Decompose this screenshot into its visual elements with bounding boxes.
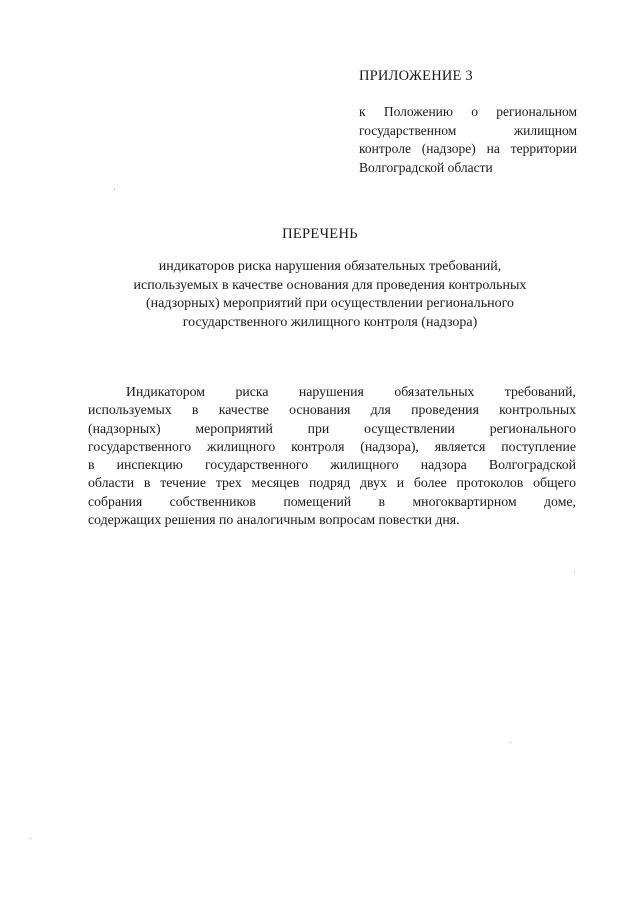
paragraph-line: содержащих решения по аналогичным вопросам повестки дня. (88, 512, 460, 528)
scan-speck (574, 572, 575, 573)
scan-speck (510, 742, 511, 743)
appendix-title: ПРИЛОЖЕНИЕ 3 (359, 68, 473, 84)
appendix-reference-line: контроле (надзоре) на территории (359, 141, 577, 156)
paragraph-line: в инспекцию государственного жилищного надзора Волгоградской (88, 457, 576, 473)
appendix-reference-line: государственном жилищном (359, 122, 577, 138)
appendix-reference (359, 103, 577, 177)
paragraph-line: государственного жилищного контроля (надзора), является поступление (88, 438, 576, 454)
appendix-reference-line: Волгоградской области (359, 159, 493, 175)
appendix-reference-line: к Положению о региональном (359, 104, 577, 119)
subtitle-line: индикаторов риска нарушения обязательных требований, (158, 259, 502, 274)
scan-speck (114, 189, 115, 190)
paragraph-line: (надзорных) мероприятий при осуществлении регионального (88, 420, 576, 436)
subtitle-line: (надзорных) мероприятий при осуществлении регионального (146, 296, 514, 311)
paragraph-line: области в течение трех месяцев подряд двух и более протоколов общего (88, 475, 576, 491)
body-paragraph (88, 383, 576, 529)
subtitle-line: государственного жилищного контроля (надзора) (182, 314, 478, 330)
paragraph-line: используемых в качестве основания для проведения контрольных (88, 402, 576, 418)
subtitle-line: используемых в качестве основания для проведения контрольных (133, 277, 527, 293)
document-subtitle (100, 258, 560, 332)
appendix-header (359, 66, 577, 177)
paragraph-line: Индикатором риска нарушения обязательных требований, (126, 384, 576, 399)
scan-speck (30, 838, 31, 839)
paragraph-line: собрания собственников помещений в многоквартирном доме, (88, 493, 576, 509)
document-title: ПЕРЕЧЕНЬ (282, 226, 358, 242)
